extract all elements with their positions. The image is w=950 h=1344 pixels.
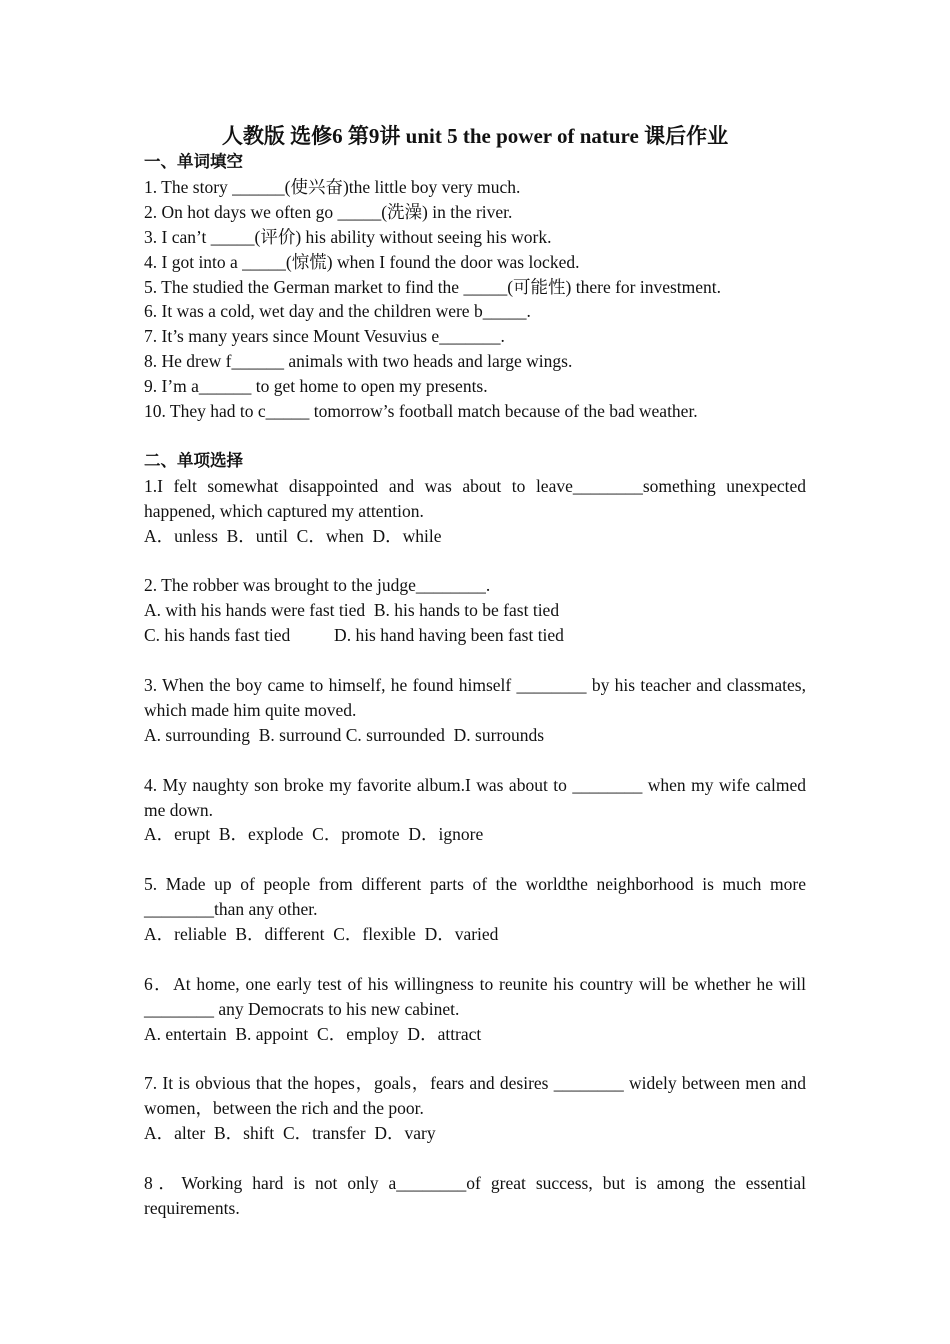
question [144,1071,806,1146]
spacer [144,748,806,773]
question-stem: 6．At home, one early test of his willingness to reunite his country will be whether he will ________ any Democrats to his new cabinet. [144,973,806,1019]
question-stem: 1.I felt somewhat disappointed and was about to leave________something unexpected happened, which captured my attention. [144,475,806,521]
fill-blank-item: 10. They had to c_____ tomorrow’s football match because of the bad weather. [144,401,698,422]
question-options: A. entertain B. appoint C．employ D．attract [144,1023,482,1044]
fill-blank-item: 8. He drew f______ animals with two heads and large wings. [144,351,573,372]
fill-blank-item: 5. The studied the German market to find the _____(可能性) there for investment. [144,276,722,297]
section-multiple-choice [144,449,806,1221]
fill-blank-item: 7. It’s many years since Mount Vesuvius e_______. [144,326,505,347]
question [144,474,806,549]
question-options: A. surrounding B. surround C. surrounded D. surrounds [144,724,545,745]
fill-blank-item: 9. I’m a______ to get home to open my presents. [144,376,488,397]
spacer [144,1047,806,1072]
question-options: A．alter B．shift C．transfer D．vary [144,1123,436,1144]
fill-blank-item: 2. On hot days we often go _____(洗澡) in the river. [144,201,513,222]
question [144,972,806,1047]
question-options: A．unless B．until C．when D．while [144,525,442,546]
question [144,872,806,947]
spacer [144,548,806,573]
question-stem: 8．Working hard is not only a________of great success, but is among the essential requirements. [144,1173,806,1218]
question-options: A．erupt B．explode C．promote D．ignore [144,824,484,845]
section-vocabulary [144,150,806,424]
question-stem: 3. When the boy came to himself, he found himself ________ by his teacher and classmates, which made him quite moved. [144,674,806,720]
question-stem: 4. My naughty son broke my favorite album.I was about to ________ when my wife calmed me down. [144,774,806,820]
page-title: 人教版 选修6 第9讲 unit 5 the power of nature 课后作业 [221,124,729,148]
question [144,773,806,848]
question-options: A．reliable B．different C．flexible D．varied [144,924,499,945]
spacer [144,847,806,872]
section-heading: 二、单项选择 [144,450,243,470]
section-heading: 一、单词填空 [144,152,243,171]
spacer [144,947,806,972]
question-stem: 2. The robber was brought to the judge________. [144,575,491,596]
question [144,673,806,748]
question-stem: 7. It is obvious that the hopes，goals，fears and desires ________ widely between men and women，between the rich and the poor. [144,1073,806,1119]
spacer [144,424,806,449]
question-stem: 5. Made up of people from different parts of the worldthe neighborhood is much more ________than any other. [144,874,806,920]
question [144,1171,806,1221]
question-options: C. his hands fast tied D. his hand having been fast tied [144,625,564,646]
question-options: A. with his hands were fast tied B. his hands to be fast tied [144,600,560,621]
worksheet-page [144,122,806,1221]
fill-blank-item: 6. It was a cold, wet day and the children were b_____. [144,301,531,322]
fill-blank-item: 3. I can’t _____(评价) his ability without seeing his work. [144,226,552,247]
spacer [144,648,806,673]
spacer [144,1146,806,1171]
question [144,573,806,648]
fill-blank-item: 1. The story ______(使兴奋)the little boy very much. [144,176,521,197]
fill-blank-item: 4. I got into a _____(惊慌) when I found the door was locked. [144,251,580,272]
